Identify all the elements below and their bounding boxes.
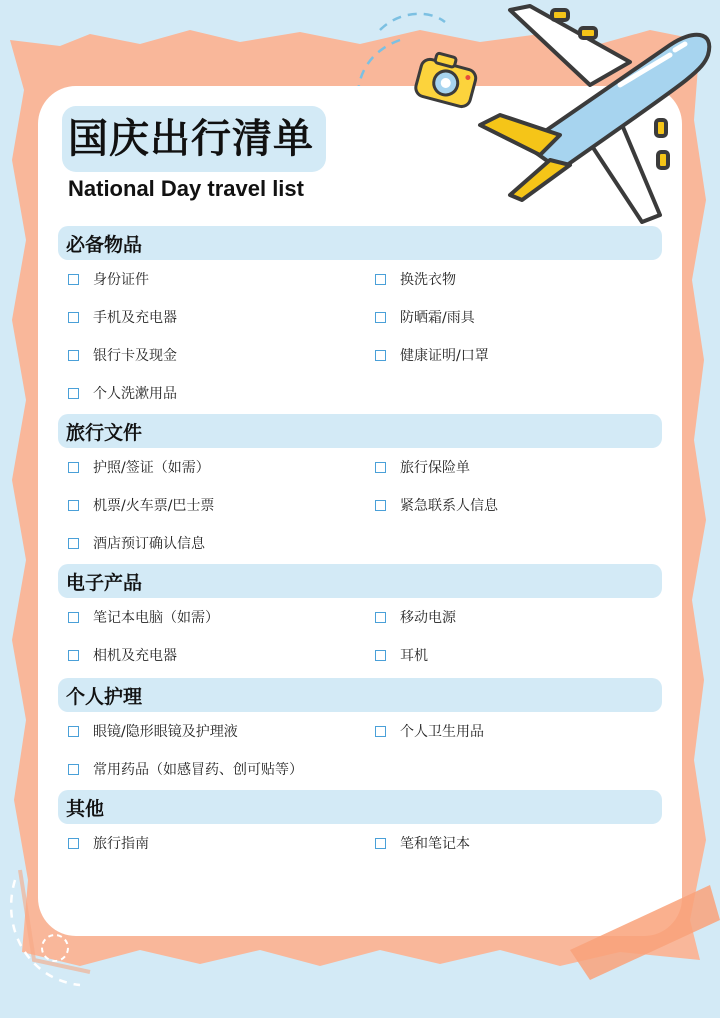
checkbox-icon[interactable] (68, 538, 79, 549)
section-documents (58, 414, 662, 562)
tape-strip (560, 880, 720, 980)
page-subtitle: National Day travel list (68, 176, 304, 201)
checklist-item[interactable] (58, 524, 365, 562)
item-label: 健康证明/口罩 (400, 348, 489, 364)
checkbox-icon[interactable] (375, 350, 386, 361)
section-essentials (58, 226, 662, 412)
checklist-item[interactable] (365, 336, 662, 374)
checklist-item[interactable] (58, 824, 365, 862)
checkbox-icon[interactable] (68, 838, 79, 849)
checklist-item[interactable] (365, 486, 662, 524)
checkbox-icon[interactable] (375, 312, 386, 323)
section-title: 旅行文件 (66, 421, 143, 444)
item-label: 旅行指南 (93, 836, 149, 852)
item-label: 换洗衣物 (400, 272, 456, 288)
checklist-item[interactable] (365, 260, 662, 298)
item-label: 紧急联系人信息 (400, 498, 498, 514)
checkbox-icon[interactable] (68, 274, 79, 285)
item-label: 护照/签证（如需） (93, 460, 210, 476)
checklist-item[interactable] (58, 636, 365, 674)
checklist-item[interactable] (58, 486, 365, 524)
section-title: 个人护理 (66, 685, 143, 708)
checklist-item[interactable] (365, 824, 662, 862)
checkbox-icon[interactable] (68, 612, 79, 623)
checklist-item[interactable] (58, 336, 365, 374)
checkbox-icon[interactable] (375, 838, 386, 849)
checklist-grid (58, 260, 662, 412)
checklist-item[interactable] (58, 298, 365, 336)
checklist-item[interactable] (365, 448, 662, 486)
checklist-grid (58, 824, 662, 862)
section-header (58, 564, 662, 598)
item-label: 机票/火车票/巴士票 (93, 498, 215, 514)
airplane-icon (470, 0, 720, 225)
page-title: 国庆出行清单 (68, 116, 314, 162)
checkbox-icon[interactable] (375, 650, 386, 661)
section-title: 电子产品 (66, 571, 143, 594)
item-label: 笔和笔记本 (400, 836, 470, 852)
item-label: 相机及充电器 (93, 648, 177, 664)
checklist-grid (58, 598, 662, 674)
checkbox-icon[interactable] (68, 312, 79, 323)
item-label: 常用药品（如感冒药、创可贴等） (93, 762, 303, 778)
item-label: 身份证件 (93, 272, 149, 288)
checklist-item[interactable] (58, 260, 365, 298)
section-electronics (58, 564, 662, 674)
item-label: 耳机 (400, 648, 428, 664)
title-box (62, 106, 326, 172)
checklist-item[interactable] (58, 374, 365, 412)
checklist-item[interactable] (365, 298, 662, 336)
checklist-item[interactable] (58, 712, 365, 750)
checkbox-icon[interactable] (68, 388, 79, 399)
section-title: 其他 (66, 797, 105, 820)
checkbox-icon[interactable] (68, 350, 79, 361)
item-label: 个人卫生用品 (400, 724, 484, 740)
section-other (58, 790, 662, 862)
item-label: 酒店预订确认信息 (93, 536, 205, 552)
checkbox-icon[interactable] (375, 274, 386, 285)
checklist-item[interactable] (58, 750, 365, 788)
checklist-item[interactable] (365, 712, 662, 750)
item-label: 旅行保险单 (400, 460, 470, 476)
checklist-grid (58, 712, 662, 788)
item-label: 眼镜/隐形眼镜及护理液 (93, 724, 238, 740)
checklist-grid (58, 448, 662, 562)
section-header (58, 226, 662, 260)
checkbox-icon[interactable] (375, 726, 386, 737)
section-header (58, 414, 662, 448)
item-label: 防晒霜/雨具 (400, 310, 475, 326)
checkbox-icon[interactable] (68, 500, 79, 511)
checklist-item[interactable] (58, 598, 365, 636)
checkbox-icon[interactable] (68, 764, 79, 775)
checklist-item[interactable] (58, 448, 365, 486)
section-personal-care (58, 678, 662, 788)
checkbox-icon[interactable] (375, 612, 386, 623)
section-header (58, 790, 662, 824)
checkbox-icon[interactable] (375, 500, 386, 511)
item-label: 移动电源 (400, 610, 456, 626)
item-label: 银行卡及现金 (93, 348, 177, 364)
checklist-item[interactable] (365, 598, 662, 636)
item-label: 手机及充电器 (93, 310, 177, 326)
item-label: 个人洗漱用品 (93, 386, 177, 402)
checklist-item[interactable] (365, 636, 662, 674)
item-label: 笔记本电脑（如需） (93, 610, 219, 626)
section-header (58, 678, 662, 712)
section-title: 必备物品 (66, 233, 143, 256)
checkbox-icon[interactable] (68, 650, 79, 661)
checkbox-icon[interactable] (68, 726, 79, 737)
checkbox-icon[interactable] (375, 462, 386, 473)
checkbox-icon[interactable] (68, 462, 79, 473)
